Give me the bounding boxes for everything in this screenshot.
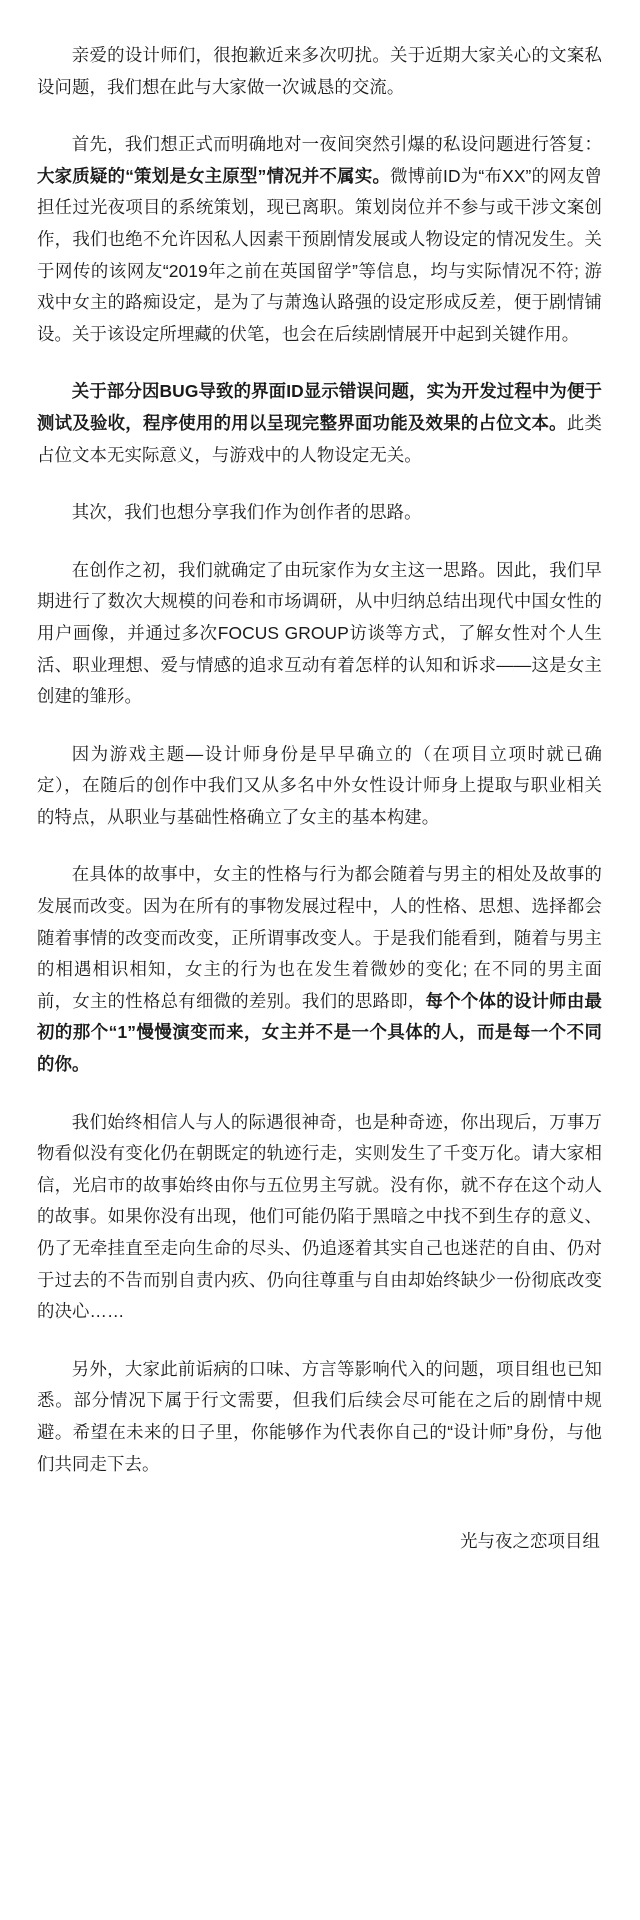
emphasis-text: 大家质疑的“策划是女主原型”情况并不属实。 (37, 165, 391, 186)
statement-body (37, 40, 602, 1480)
paragraph-p8 (37, 1107, 602, 1328)
body-text: 在具体的故事中，女主的性格与行为都会随着与男主的相处及故事的发展而改变。因为在所有的事物发展过程中，人的性格、思想、选择都会随着事情的改变而改变，正所谓事改变人。于是我们能看到，随着与男主的相遇相识相知，女主的行为也在发生着微妙的变化; 在不同的男主面前，女主的性格总有细微的差别。我们的思路即， (37, 864, 602, 1011)
body-text: 首先，我们想正式而明确地对一夜间突然引爆的私设问题进行答复： (71, 134, 602, 155)
body-text: 因为游戏主题—设计师身份是早早确立的（在项目立项时就已确定），在随后的创作中我们又从多名中外女性设计师身上提取与职业相关的特点，从职业与基础性格确立了女主的基本构建。 (37, 743, 602, 827)
emphasis-text: 关于部分因BUG导致的界面ID显示错误问题，实为开发过程中为便于测试及验收，程序使用的用以呈现完整界面功能及效果的占位文本。 (37, 381, 602, 433)
paragraph-p5 (37, 555, 602, 713)
paragraph-p1 (37, 40, 602, 103)
paragraph-p9 (37, 1354, 602, 1480)
body-text: 我们始终相信人与人的际遇很神奇，也是种奇迹，你出现后，万事万物看似没有变化仍在朝既定的轨迹行走，实则发生了千变万化。请大家相信，光启市的故事始终由你与五位男主写就。没有你，就不存在这个动人的故事。如果你没有出现，他们可能仍陷于黑暗之中找不到生存的意义、仍了无牵挂直至走向生命的尽头、仍追逐着其实自己也迷茫的自由、仍对于过去的不告而别自责内疚、仍向往尊重与自由却始终缺少一份彻底改变的决心…… (37, 1111, 602, 1322)
body-text: 其次，我们也想分享我们作为创作者的思路。 (71, 502, 422, 523)
body-text: 此类占位文本无实际意义，与游戏中的人物设定无关。 (37, 412, 602, 465)
paragraph-p7 (37, 859, 602, 1080)
signature: 光与夜之恋项目组 (460, 1531, 600, 1552)
paragraph-p4 (37, 497, 602, 529)
body-text: 在创作之初，我们就确定了由玩家作为女主这一思路。因此，我们早期进行了数次大规模的问卷和市场调研，从中归纳总结出现代中国女性的用户画像，并通过多次FOCUS GROUP访谈等方式，了解女性对个人生活、职业理想、爱与情感的追求互动有着怎样的认知和诉求——这是女主创建的雏形。 (37, 559, 602, 707)
body-text: 微博前ID为“布XX”的网友曾担任过光夜项目的系统策划，现已离职。策划岗位并不参与或干涉文案创作，我们也绝不允许因私人因素干预剧情发展或人物设定的情况发生。关于网传的该网友“2019年之前在英国留学”等信息，均与实际情况不符; 游戏中女主的路痴设定，是为了与萧逸认路强的设定形成反差，便于剧情铺设。关于该设定所埋藏的伏笔，也会在后续剧情展开中起到关键作用。 (37, 165, 602, 344)
paragraph-p3 (37, 376, 602, 471)
paragraph-p6 (37, 739, 602, 834)
body-text: 亲爱的设计师们，很抱歉近来多次叨扰。关于近期大家关心的文案私设问题，我们想在此与大家做一次诚恳的交流。 (37, 45, 602, 97)
emphasis-text: 每个个体的设计师由最初的那个“1”慢慢演变而来，女主并不是一个具体的人，而是每一个不同的你。 (37, 990, 602, 1075)
body-text: 另外，大家此前诟病的口味、方言等影响代入的问题，项目组也已知悉。部分情况下属于行文需要，但我们后续会尽可能在之后的剧情中规避。希望在未来的日子里，你能够作为代表你自己的“设计师”身份，与他们共同走下去。 (37, 1358, 602, 1474)
paragraph-p2 (37, 129, 602, 350)
